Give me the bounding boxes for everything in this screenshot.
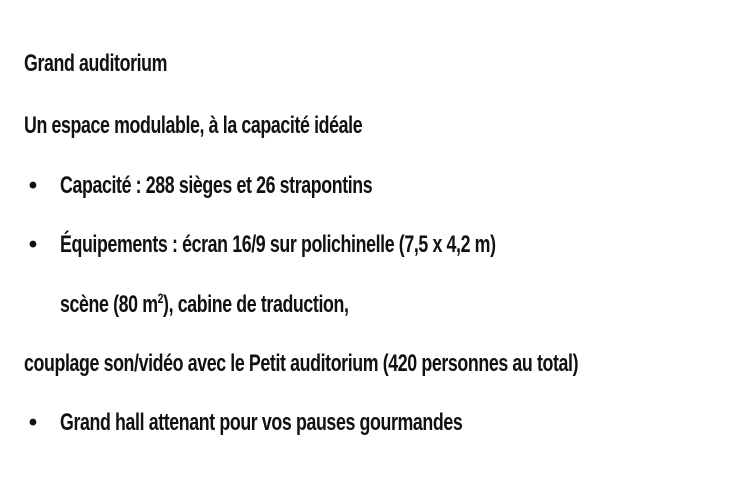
equipment-continuation-text	[60, 288, 349, 322]
squared-exponent: 2	[157, 290, 164, 306]
bullet-icon: •	[28, 172, 38, 199]
section-title: Grand auditorium	[24, 50, 168, 77]
translation-booth-text: ), cabine de traduction,	[163, 291, 349, 318]
capacity-text: Capacité : 288 sièges et 26 strapontins	[60, 172, 373, 199]
section-subtitle: Un espace modulable, à la capacité idéale	[24, 112, 363, 139]
coupling-text: couplage son/vidéo avec le Petit auditorium (420 personnes au total)	[24, 350, 579, 377]
equipment-text: Équipements : écran 16/9 sur polichinelle (7,5 x 4,2 m)	[60, 231, 496, 258]
bullet-icon: •	[28, 231, 38, 258]
stage-text: scène (80 m	[60, 291, 158, 318]
bullet-icon: •	[28, 409, 38, 436]
hall-text: Grand hall attenant pour vos pauses gourmandes	[60, 409, 463, 436]
